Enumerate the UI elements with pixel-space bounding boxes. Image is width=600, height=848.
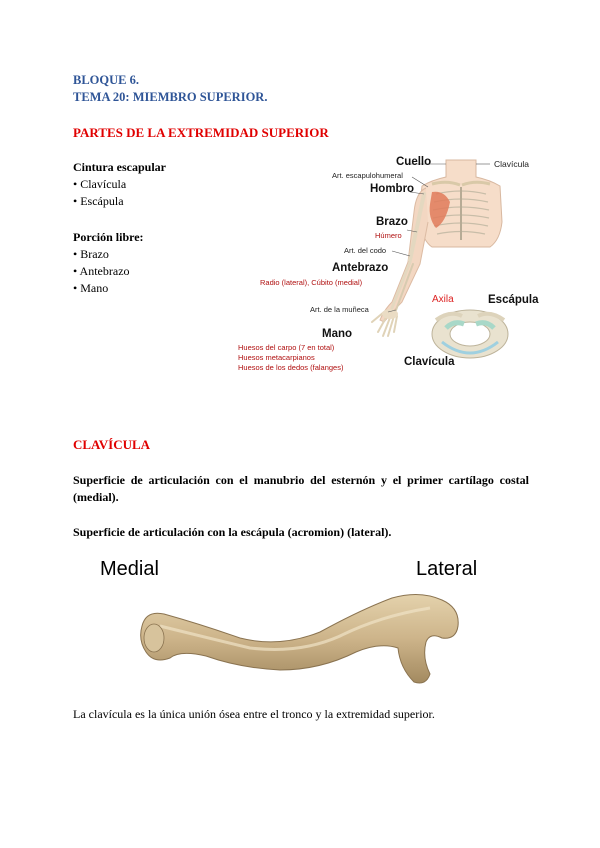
list-item: • Escápula: [73, 194, 124, 208]
bloque-heading: BLOQUE 6.: [73, 73, 139, 87]
list-item: • Mano: [73, 281, 109, 295]
label-art-muneca: Art. de la muñeca: [310, 305, 369, 314]
list-item: • Brazo: [73, 247, 109, 261]
paragraph-clavicle-union: La clavícula es la única unión ósea entre el tronco y la extremidad superior.: [73, 707, 435, 721]
porcion-list: [73, 246, 130, 297]
label-medial: Medial: [100, 558, 159, 580]
label-metacarpianos: Huesos metacarpianos: [238, 353, 315, 362]
label-dedos: Huesos de los dedos (falanges): [238, 363, 344, 372]
porcion-title: Porción libre:: [73, 230, 144, 244]
label-antebrazo: Antebrazo: [332, 262, 389, 274]
paragraph-medial-articulation: Superficie de articulación con el manubrio del esternón y el primer cartílago costal (medial).: [73, 473, 529, 504]
list-item: • Clavícula: [73, 177, 127, 191]
label-clavicula-top: Clavícula: [494, 159, 529, 169]
cintura-title: Cintura escapular: [73, 160, 166, 174]
list-item: • Antebrazo: [73, 264, 130, 278]
label-clavicula-bottom: Clavícula: [404, 356, 455, 368]
section-title-partes: PARTES DE LA EXTREMIDAD SUPERIOR: [73, 125, 329, 140]
label-lateral: Lateral: [416, 558, 478, 580]
upper-limb-figure: [232, 152, 548, 382]
cintura-list: [73, 176, 126, 210]
label-art-escapulohumeral: Art. escapulohumeral: [332, 171, 403, 180]
tema-heading: TEMA 20: MIEMBRO SUPERIOR.: [73, 90, 268, 104]
section-title-clavicula: CLAVÍCULA: [73, 437, 151, 452]
label-axila: Axila: [432, 294, 454, 305]
clavicle-figure: [130, 586, 480, 696]
label-carpo: Huesos del carpo (7 en total): [238, 343, 335, 352]
label-radio-cubito: Radio (lateral), Cúbito (medial): [260, 278, 363, 287]
label-art-codo: Art. del codo: [344, 246, 387, 255]
clavicle-illustration: [130, 586, 480, 696]
label-escapula: Escápula: [488, 294, 539, 306]
label-cuello: Cuello: [396, 156, 432, 168]
label-mano: Mano: [322, 328, 353, 340]
label-hombro: Hombro: [370, 183, 415, 195]
paragraph-lateral-articulation: Superficie de articulación con la escápula (acromion) (lateral).: [73, 525, 392, 539]
label-brazo: Brazo: [376, 216, 408, 228]
label-humero: Húmero: [375, 231, 402, 240]
